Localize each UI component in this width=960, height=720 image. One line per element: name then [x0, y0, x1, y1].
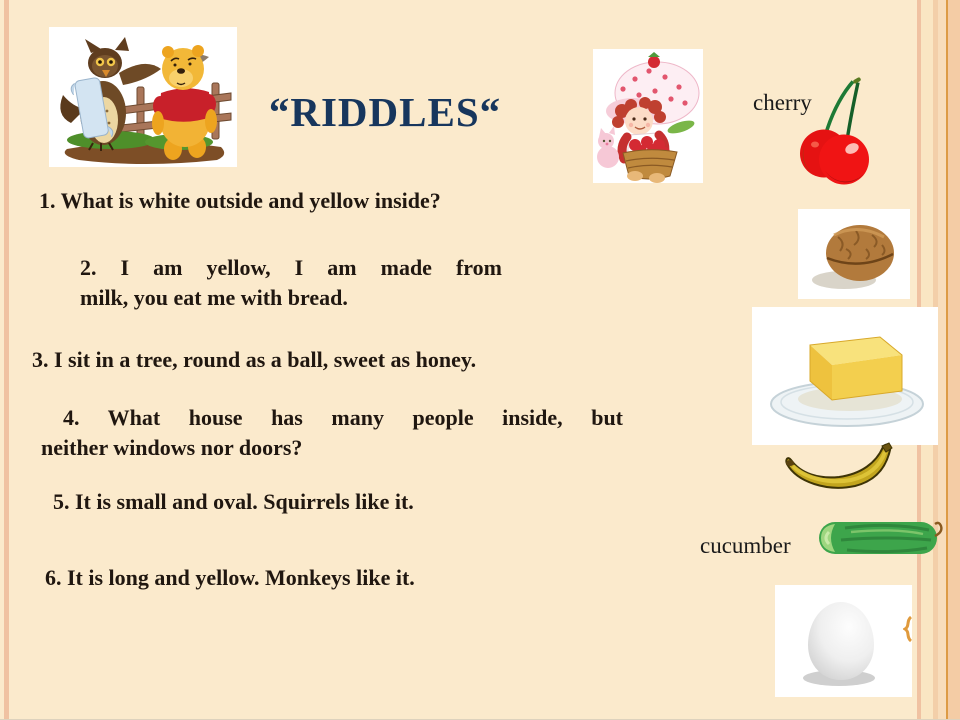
riddle-2-line-1: 2. I am yellow, I am made from — [80, 255, 502, 280]
strawberry-shortcake-image — [593, 49, 703, 183]
pooh-and-owl-image — [49, 27, 237, 167]
cucumber-label: cucumber — [700, 533, 791, 558]
butter-image — [752, 307, 938, 445]
cucumber-icon — [815, 514, 947, 563]
riddle-1-text: 1. What is white outside and yellow inside? — [39, 188, 441, 213]
cherry-label: cherry — [753, 90, 812, 115]
riddle-5 — [53, 487, 573, 517]
pooh-and-owl-icon — [49, 27, 237, 167]
riddle-1 — [39, 186, 579, 216]
brace-icon — [903, 615, 913, 643]
walnut-image — [798, 209, 910, 299]
riddle-6-text: 6. It is long and yellow. Monkeys like it. — [45, 565, 415, 590]
riddle-5-text: 5. It is small and oval. Squirrels like it. — [53, 489, 414, 514]
left-edge-stripe — [4, 0, 9, 720]
riddle-4-line-2: neither windows nor doors? — [41, 435, 303, 460]
riddle-3 — [32, 345, 652, 375]
orange-brace-decoration — [903, 615, 913, 643]
strawberry-shortcake-icon — [593, 49, 703, 183]
riddle-2-line-2: milk, you eat me with bread. — [80, 285, 348, 310]
egg-image — [775, 585, 912, 697]
riddle-4-line-1: 4. What house has many people inside, but — [63, 405, 623, 430]
cherries-icon — [795, 74, 870, 187]
slide-title: “RIDDLES“ — [268, 89, 502, 135]
riddle-6 — [45, 563, 565, 593]
butter-dish-icon — [752, 307, 938, 445]
riddle-2 — [80, 253, 502, 313]
banana-image — [783, 438, 895, 493]
cucumber-image — [815, 514, 947, 563]
walnut-icon — [798, 209, 910, 299]
cherries-image — [795, 74, 870, 187]
banana-icon — [783, 438, 895, 493]
riddle-3-text: 3. I sit in a tree, round as a ball, sweet as honey. — [32, 347, 477, 372]
egg-icon — [775, 585, 912, 697]
riddle-4 — [41, 403, 641, 463]
